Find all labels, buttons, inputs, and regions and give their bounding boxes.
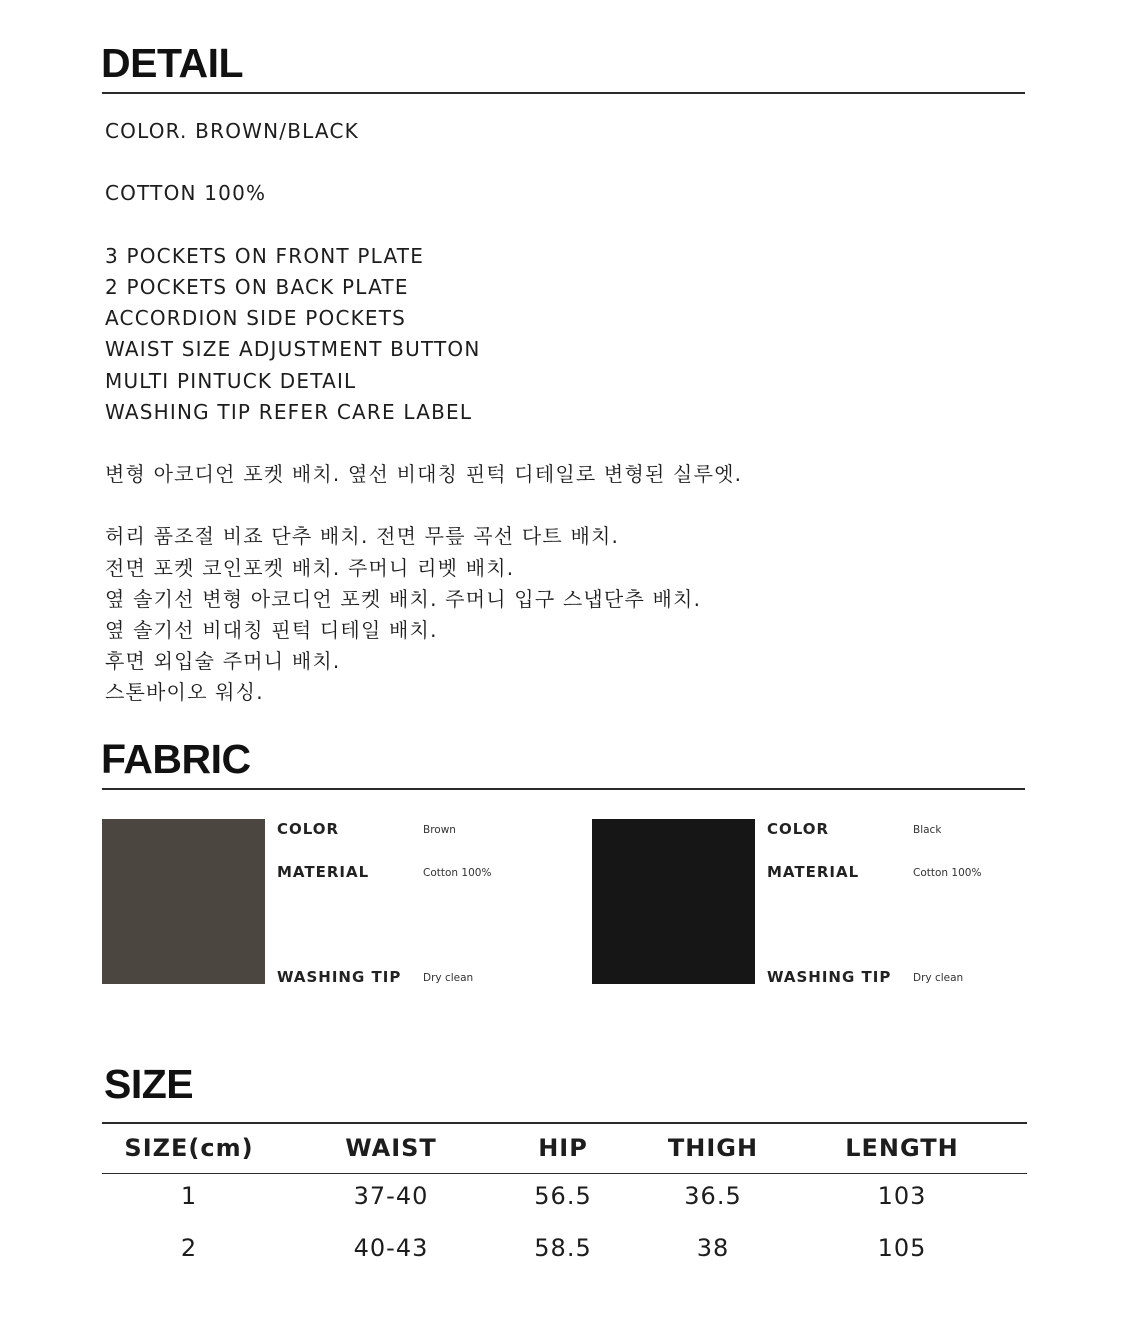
color-line: COLOR. BROWN/BLACK (105, 119, 359, 143)
washing-tip-label: WASHING TIP (767, 968, 892, 986)
table-cell: 37-40 (353, 1182, 429, 1210)
column-header: HIP (538, 1134, 588, 1162)
feature-line: 3 POCKETS ON FRONT PLATE (105, 243, 425, 268)
table-cell: 56.5 (534, 1182, 592, 1210)
table-cell: 38 (696, 1234, 730, 1262)
korean-detail-line: 허리 품조절 비죠 단추 배치. 전면 무릎 곡선 다트 배치. (105, 524, 620, 549)
korean-detail-line: 전면 포켓 코인포켓 배치. 주머니 리벳 배치. (105, 555, 515, 580)
detail-text-block (105, 116, 1005, 709)
black-fabric-swatch (592, 819, 755, 984)
material-label: MATERIAL (277, 863, 370, 881)
material-value: Cotton 100% (913, 867, 982, 879)
table-row (102, 1174, 1027, 1226)
column-header: THIGH (667, 1134, 759, 1162)
color-value: Brown (423, 824, 456, 836)
material-value: Cotton 100% (423, 867, 492, 879)
table-cell: 105 (877, 1234, 927, 1262)
feature-line: WASHING TIP REFER CARE LABEL (105, 399, 473, 424)
washing-tip-label: WASHING TIP (277, 968, 402, 986)
color-label: COLOR (767, 820, 830, 838)
korean-detail-line: 후면 외입술 주머니 배치. (105, 649, 341, 674)
feature-line: 2 POCKETS ON BACK PLATE (105, 274, 409, 299)
material-line: COTTON 100% (105, 181, 267, 206)
table-cell: 58.5 (534, 1234, 592, 1262)
size-title: SIZE (104, 1061, 194, 1107)
washing-tip-value: Dry clean (423, 972, 474, 984)
color-value: Black (913, 824, 942, 836)
feature-line: WAIST SIZE ADJUSTMENT BUTTON (105, 337, 481, 362)
fabric-title: FABRIC (101, 736, 251, 782)
feature-line: MULTI PINTUCK DETAIL (105, 368, 357, 393)
brown-fabric-swatch (102, 819, 265, 984)
korean-summary: 변형 아코디언 포켓 배치. 옆선 비대칭 핀턱 디테일로 변형된 실루엣. (105, 462, 743, 487)
korean-detail-line: 스톤바이오 워싱. (105, 680, 264, 705)
table-cell: 1 (180, 1182, 198, 1210)
korean-detail-line: 옆 솔기선 변형 아코디언 포켓 배치. 주머니 입구 스냅단추 배치. (105, 586, 702, 611)
fabric-divider (102, 788, 1025, 790)
feature-line: ACCORDION SIDE POCKETS (105, 306, 407, 331)
detail-divider (102, 92, 1025, 94)
table-cell: 2 (180, 1234, 198, 1262)
column-header: SIZE(cm) (124, 1134, 254, 1162)
table-cell: 40-43 (353, 1234, 429, 1262)
column-header: LENGTH (845, 1134, 959, 1162)
size-table-header (102, 1122, 1027, 1174)
washing-tip-value: Dry clean (913, 972, 964, 984)
size-table (102, 1122, 1027, 1278)
korean-detail-line: 옆 솔기선 비대칭 핀턱 디테일 배치. (105, 618, 438, 642)
column-header: WAIST (345, 1134, 437, 1162)
table-row (102, 1226, 1027, 1278)
table-cell: 103 (877, 1182, 927, 1210)
color-label: COLOR (277, 820, 340, 838)
material-label: MATERIAL (767, 863, 860, 881)
detail-title: DETAIL (101, 40, 244, 86)
table-cell: 36.5 (684, 1182, 742, 1210)
